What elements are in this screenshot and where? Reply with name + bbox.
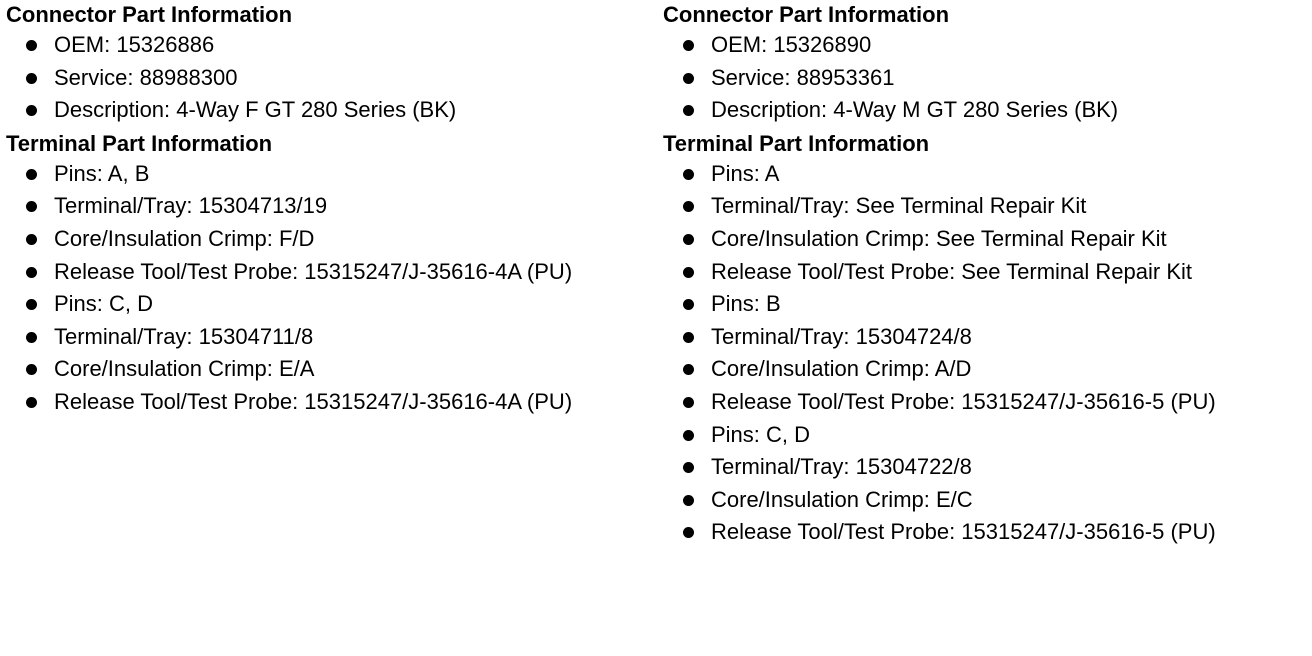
bullet-icon xyxy=(683,73,694,84)
bullet-icon xyxy=(26,73,37,84)
bullet-icon xyxy=(683,462,694,473)
terminal-part-heading: Terminal Part Information xyxy=(6,130,273,156)
bullet-icon xyxy=(26,397,37,408)
bullet-icon xyxy=(26,332,37,343)
list-item xyxy=(6,190,656,223)
list-item xyxy=(663,29,1308,62)
core-insulation-crimp: Core/Insulation Crimp: E/C xyxy=(711,486,973,512)
bullet-icon xyxy=(26,169,37,180)
list-item xyxy=(663,353,1308,386)
bullet-icon xyxy=(683,267,694,278)
bullet-icon xyxy=(26,201,37,212)
connector-part-heading: Connector Part Information xyxy=(663,2,950,27)
list-item xyxy=(663,158,1308,191)
bullet-icon xyxy=(26,234,37,245)
bullet-icon xyxy=(683,234,694,245)
release-tool-test-probe: Release Tool/Test Probe: 15315247/J-35616-4A (PU) xyxy=(54,258,573,284)
service-number: Service: 88988300 xyxy=(54,64,238,90)
list-item xyxy=(6,321,656,354)
terminal-group-2 xyxy=(6,288,656,418)
bullet-icon xyxy=(683,495,694,506)
oem-number: OEM: 15326886 xyxy=(54,32,215,57)
release-tool-test-probe: Release Tool/Test Probe: See Terminal Repair Kit xyxy=(711,258,1192,284)
list-item xyxy=(663,484,1308,517)
list-item xyxy=(663,386,1308,419)
terminal-group-1 xyxy=(663,158,1308,288)
core-insulation-crimp: Core/Insulation Crimp: F/D xyxy=(54,225,315,251)
terminal-tray: Terminal/Tray: 15304724/8 xyxy=(711,323,972,349)
bullet-icon xyxy=(683,364,694,375)
connector-part-list xyxy=(663,29,1308,127)
description: Description: 4-Way M GT 280 Series (BK) xyxy=(711,97,1119,123)
bullet-icon xyxy=(26,299,37,310)
list-item xyxy=(663,223,1308,256)
bullet-icon xyxy=(26,40,37,51)
terminal-tray: Terminal/Tray: 15304711/8 xyxy=(54,323,314,349)
list-item xyxy=(6,256,656,289)
right-column xyxy=(663,0,1308,549)
terminal-group-1 xyxy=(6,158,656,288)
list-item xyxy=(6,62,656,95)
list-item xyxy=(663,321,1308,354)
terminal-group-2 xyxy=(663,288,1308,418)
service-number: Service: 88953361 xyxy=(711,64,895,90)
bullet-icon xyxy=(683,201,694,212)
bullet-icon xyxy=(683,397,694,408)
bullet-icon xyxy=(683,169,694,180)
pins: Pins: C, D xyxy=(711,421,811,447)
list-item xyxy=(6,158,656,191)
list-item xyxy=(6,353,656,386)
connector-part-list xyxy=(6,29,656,127)
bullet-icon xyxy=(683,105,694,116)
terminal-group-3 xyxy=(663,419,1308,549)
release-tool-test-probe: Release Tool/Test Probe: 15315247/J-35616-5 (PU) xyxy=(711,519,1216,545)
description: Description: 4-Way F GT 280 Series (BK) xyxy=(54,97,457,123)
list-item xyxy=(663,288,1308,321)
bullet-icon xyxy=(683,40,694,51)
terminal-tray: Terminal/Tray: See Terminal Repair Kit xyxy=(711,193,1087,219)
bullet-icon xyxy=(683,430,694,441)
bullet-icon xyxy=(683,527,694,538)
list-item xyxy=(6,386,656,419)
pins: Pins: A xyxy=(711,160,780,186)
terminal-part-heading: Terminal Part Information xyxy=(663,130,930,156)
terminal-tray: Terminal/Tray: 15304713/19 xyxy=(54,193,328,219)
core-insulation-crimp: Core/Insulation Crimp: A/D xyxy=(711,356,972,382)
bullet-icon xyxy=(26,364,37,375)
bullet-icon xyxy=(683,332,694,343)
left-column xyxy=(6,0,656,419)
list-item xyxy=(663,94,1308,127)
terminal-tray: Terminal/Tray: 15304722/8 xyxy=(711,454,972,480)
list-item xyxy=(663,190,1308,223)
oem-number: OEM: 15326890 xyxy=(711,32,872,57)
connector-part-heading: Connector Part Information xyxy=(6,2,293,27)
bullet-icon xyxy=(683,299,694,310)
release-tool-test-probe: Release Tool/Test Probe: 15315247/J-35616-4A (PU) xyxy=(54,388,573,414)
list-item xyxy=(6,94,656,127)
pins: Pins: B xyxy=(711,291,781,317)
release-tool-test-probe: Release Tool/Test Probe: 15315247/J-35616-5 (PU) xyxy=(711,388,1216,414)
pins: Pins: A, B xyxy=(54,160,150,186)
list-item xyxy=(663,451,1308,484)
core-insulation-crimp: Core/Insulation Crimp: See Terminal Repair Kit xyxy=(711,225,1167,251)
list-item xyxy=(663,62,1308,95)
list-item xyxy=(6,223,656,256)
list-item xyxy=(663,256,1308,289)
list-item xyxy=(663,419,1308,452)
core-insulation-crimp: Core/Insulation Crimp: E/A xyxy=(54,356,315,382)
bullet-icon xyxy=(26,267,37,278)
list-item xyxy=(6,288,656,321)
list-item xyxy=(6,29,656,62)
pins: Pins: C, D xyxy=(54,291,154,317)
bullet-icon xyxy=(26,105,37,116)
list-item xyxy=(663,516,1308,549)
